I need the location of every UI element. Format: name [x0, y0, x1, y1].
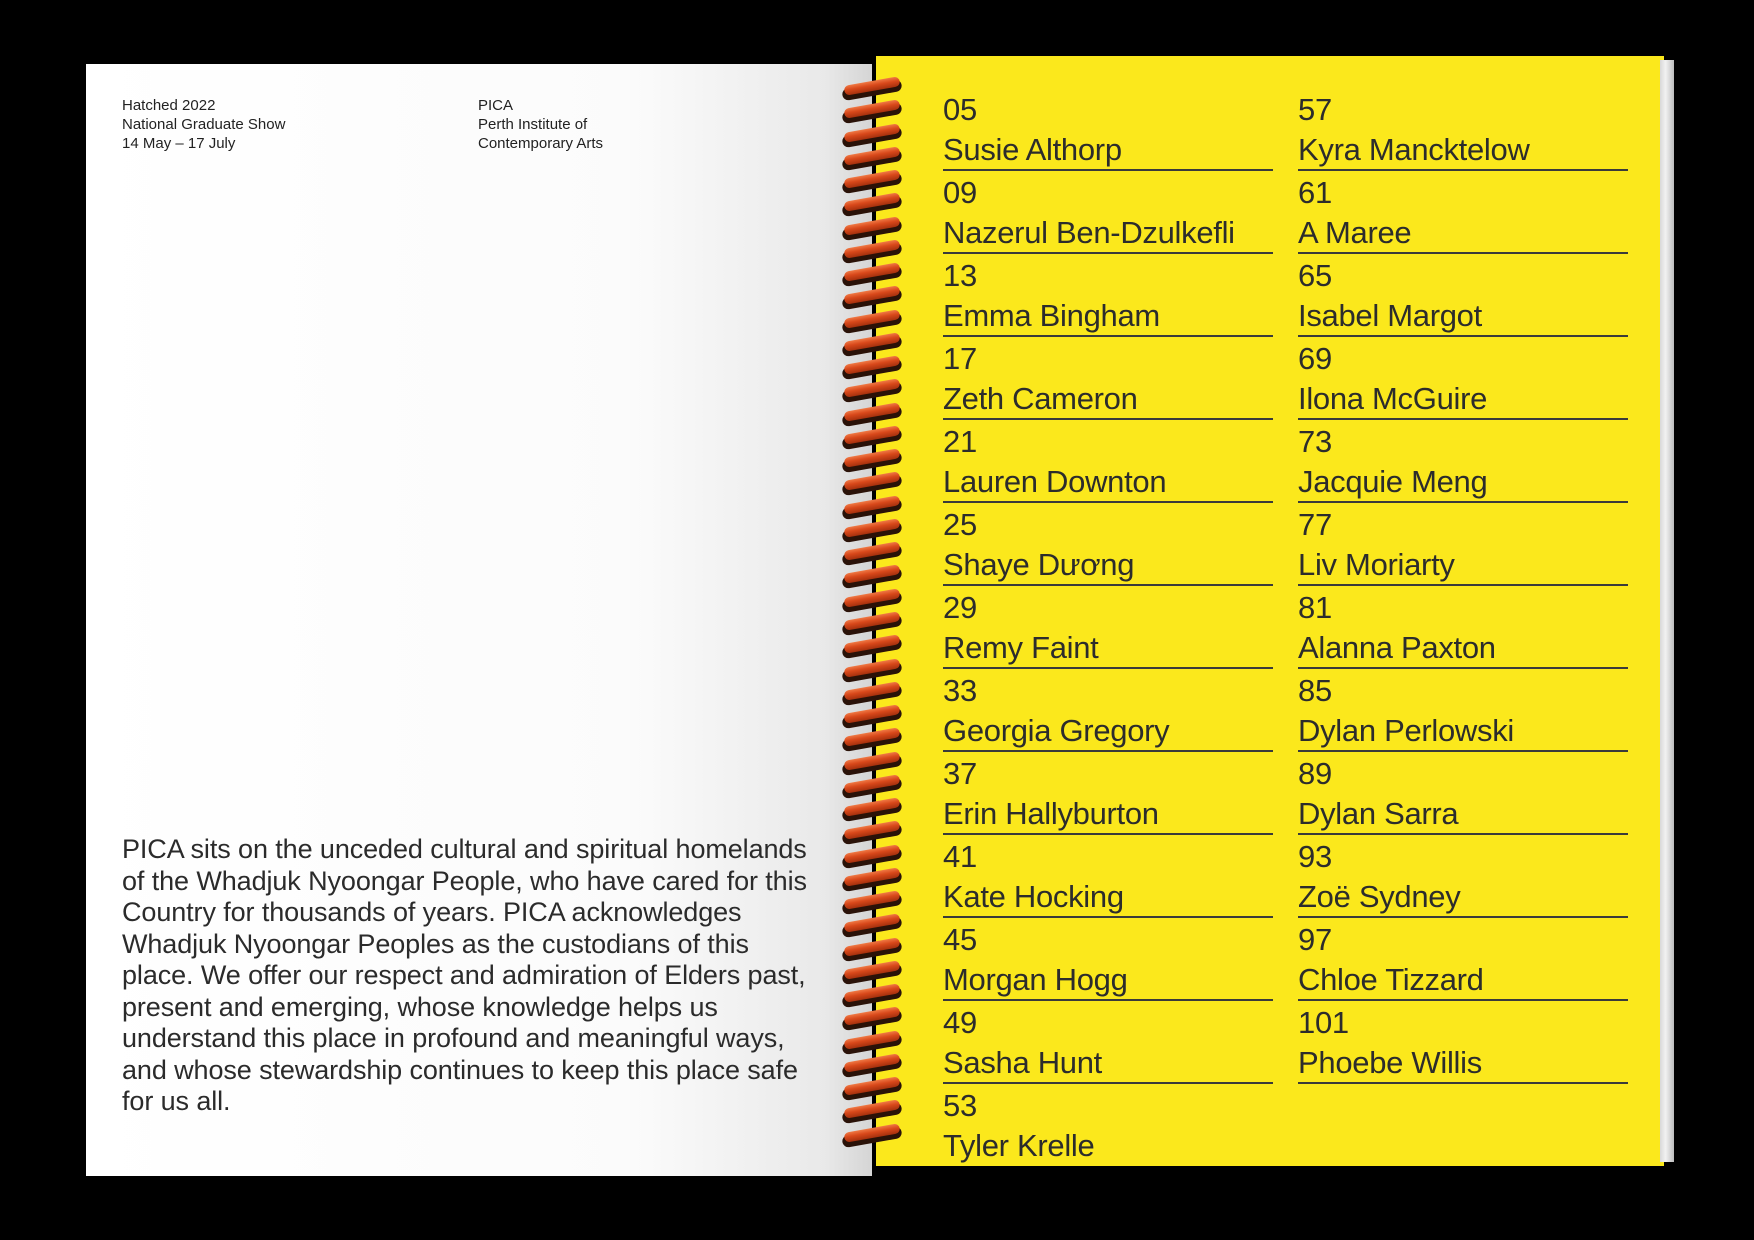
entry-page-number: 89: [1298, 756, 1332, 791]
index-entry: [1298, 671, 1628, 752]
index-entry: [943, 837, 1273, 918]
index-entry: [1298, 837, 1628, 918]
index-entry: [1298, 173, 1628, 254]
entry-page-number: 33: [943, 673, 977, 708]
spiral-coil: [840, 915, 904, 937]
spiral-coil: [840, 218, 904, 240]
spiral-coil: [840, 985, 904, 1007]
entry-page-number: 53: [943, 1088, 977, 1123]
spiral-coil: [840, 729, 904, 751]
spiral-coil: [840, 1008, 904, 1030]
entry-artist-name: Susie Althorp: [943, 132, 1122, 167]
entry-page-number: 65: [1298, 258, 1332, 293]
entry-artist-name: Kate Hocking: [943, 879, 1124, 914]
right-page: [876, 56, 1664, 1166]
entry-page-number: 101: [1298, 1005, 1349, 1040]
spiral-coil: [840, 590, 904, 612]
index-column-1: [943, 90, 1273, 1167]
entry-artist-name: Morgan Hogg: [943, 962, 1128, 997]
spiral-coil: [840, 660, 904, 682]
entry-artist-name: Nazerul Ben-Dzulkefli: [943, 215, 1235, 250]
entry-artist-name: Tyler Krelle: [943, 1128, 1095, 1163]
entry-artist-name: Isabel Margot: [1298, 298, 1482, 333]
spiral-coil: [840, 520, 904, 542]
entry-artist-name: Zoë Sydney: [1298, 879, 1461, 914]
entry-artist-name: Georgia Gregory: [943, 713, 1170, 748]
index-entry: [943, 671, 1273, 752]
entry-page-number: 73: [1298, 424, 1332, 459]
index-entry: [943, 90, 1273, 171]
entry-artist-name: Kyra Mancktelow: [1298, 132, 1530, 167]
entry-artist-name: Shaye Dương: [943, 547, 1135, 582]
spiral-coil: [840, 799, 904, 821]
acknowledgement-of-country: PICA sits on the unceded cultural and spiritual homelands of the Whadjuk Nyoongar People, who have cared for this Country for thousands of years. PICA acknowledges Whadjuk Nyoongar Peoples as the custodians of this place. We offer our respect and admiration of Elders past, present and emerging, whose knowledge helps us understand this place in profound and meaningful ways, and whose stewardship continues to keep this place safe for us all.: [122, 834, 807, 1116]
index-entry: [1298, 754, 1628, 835]
index-entry: [943, 256, 1273, 337]
entry-artist-name: Liv Moriarty: [1298, 547, 1455, 582]
entry-artist-name: Emma Bingham: [943, 298, 1160, 333]
entry-page-number: 09: [943, 175, 977, 210]
index-entry: [1298, 505, 1628, 586]
event-subtitle: National Graduate Show: [122, 116, 286, 133]
spiral-coil: [840, 613, 904, 635]
entry-page-number: 17: [943, 341, 977, 376]
spiral-coil: [840, 1055, 904, 1077]
spiral-coil: [840, 264, 904, 286]
index-entry: [943, 588, 1273, 669]
venue-name-line-2: Contemporary Arts: [478, 135, 604, 152]
venue-acronym: PICA: [478, 97, 514, 114]
index-entry: [943, 173, 1273, 254]
spiral-coil: [840, 683, 904, 705]
spiral-coil: [840, 334, 904, 356]
spiral-coil: [840, 101, 904, 123]
left-page: [86, 64, 872, 1176]
spiral-coil: [840, 776, 904, 798]
entry-artist-name: Erin Hallyburton: [943, 796, 1159, 831]
spiral-coil: [840, 1032, 904, 1054]
entry-page-number: 85: [1298, 673, 1332, 708]
entry-page-number: 13: [943, 258, 977, 293]
entry-page-number: 97: [1298, 922, 1332, 957]
spiral-coil: [840, 473, 904, 495]
spiral-coil: [840, 543, 904, 565]
spiral-coil: [840, 404, 904, 426]
index-entry: [1298, 422, 1628, 503]
spiral-coil: [840, 892, 904, 914]
spiral-coil: [840, 148, 904, 170]
spiral-coil: [840, 241, 904, 263]
event-dates: 14 May – 17 July: [122, 135, 236, 152]
spiral-coil: [840, 1125, 904, 1147]
index-column-2: [1298, 90, 1628, 1086]
spiral-coil: [840, 869, 904, 891]
index-entry: [1298, 588, 1628, 669]
entry-page-number: 21: [943, 424, 977, 459]
entry-page-number: 57: [1298, 92, 1332, 127]
index-entry: [1298, 339, 1628, 420]
index-entry: [943, 505, 1273, 586]
index-entry: [1298, 256, 1628, 337]
entry-artist-name: Phoebe Willis: [1298, 1045, 1482, 1080]
entry-page-number: 93: [1298, 839, 1332, 874]
index-entry: [943, 339, 1273, 420]
spiral-coil: [840, 287, 904, 309]
index-entry: [943, 754, 1273, 835]
spiral-coil: [840, 78, 904, 100]
spiral-coil: [840, 311, 904, 333]
entry-artist-name: A Maree: [1298, 215, 1412, 250]
entry-artist-name: Dylan Sarra: [1298, 796, 1459, 831]
event-info: [122, 96, 285, 153]
index-entry: [943, 1003, 1273, 1084]
spiral-coil: [840, 125, 904, 147]
spiral-coil: [840, 194, 904, 216]
event-title: Hatched 2022: [122, 97, 216, 114]
venue-info: [478, 96, 603, 153]
page-stack-edge: [1660, 60, 1674, 1162]
entry-page-number: 41: [943, 839, 977, 874]
entry-artist-name: Ilona McGuire: [1298, 381, 1488, 416]
entry-artist-name: Chloe Tizzard: [1298, 962, 1484, 997]
spiral-coil: [840, 706, 904, 728]
spiral-coil: [840, 822, 904, 844]
spiral-coil: [840, 171, 904, 193]
entry-page-number: 77: [1298, 507, 1332, 542]
entry-page-number: 37: [943, 756, 977, 791]
spiral-coil: [840, 1101, 904, 1123]
spiral-coil: [840, 1078, 904, 1100]
entry-page-number: 61: [1298, 175, 1332, 210]
entry-page-number: 69: [1298, 341, 1332, 376]
entry-page-number: 45: [943, 922, 977, 957]
spiral-binding: [840, 78, 910, 1168]
spiral-coil: [840, 753, 904, 775]
spiral-coil: [840, 427, 904, 449]
index-entry: [1298, 920, 1628, 1001]
entry-page-number: 25: [943, 507, 977, 542]
entry-artist-name: Jacquie Meng: [1298, 464, 1488, 499]
spiral-coil: [840, 497, 904, 519]
spiral-coil: [840, 846, 904, 868]
spiral-coil: [840, 450, 904, 472]
entry-artist-name: Alanna Paxton: [1298, 630, 1496, 665]
entry-page-number: 05: [943, 92, 977, 127]
spiral-coil: [840, 939, 904, 961]
entry-page-number: 29: [943, 590, 977, 625]
index-entry: [943, 422, 1273, 503]
venue-name-line-1: Perth Institute of: [478, 116, 588, 133]
index-entry: [943, 920, 1273, 1001]
entry-artist-name: Zeth Cameron: [943, 381, 1138, 416]
spiral-coil: [840, 380, 904, 402]
index-entry: [943, 1086, 1273, 1165]
spiral-coil: [840, 962, 904, 984]
spiral-coil: [840, 566, 904, 588]
entry-page-number: 49: [943, 1005, 977, 1040]
index-entry: [1298, 1003, 1628, 1084]
entry-artist-name: Lauren Downton: [943, 464, 1167, 499]
spiral-coil: [840, 636, 904, 658]
entry-artist-name: Sasha Hunt: [943, 1045, 1102, 1080]
entry-page-number: 81: [1298, 590, 1332, 625]
spiral-coil: [840, 357, 904, 379]
index-entry: [1298, 90, 1628, 171]
entry-artist-name: Remy Faint: [943, 630, 1099, 665]
entry-artist-name: Dylan Perlowski: [1298, 713, 1515, 748]
